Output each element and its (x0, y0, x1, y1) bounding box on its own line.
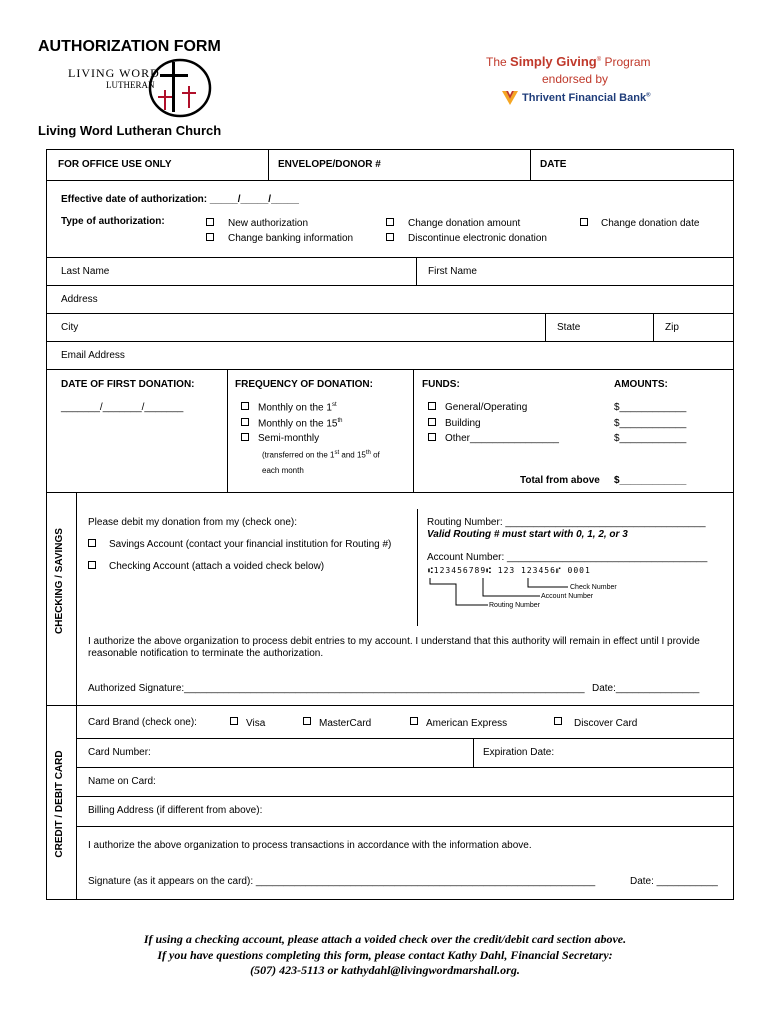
amex-checkbox[interactable] (410, 717, 418, 725)
church-logo (62, 58, 212, 118)
savings-label: Savings Account (contact your financial institution for Routing #) (109, 539, 392, 550)
state-field[interactable]: State (557, 322, 581, 333)
each-month-note: each month (262, 466, 304, 475)
logo-line-2: LUTHERAN (106, 80, 155, 90)
program-word: Program (604, 55, 651, 69)
authorized-signature-date-field[interactable]: Date:_______________ (592, 683, 700, 694)
funds-label: FUNDS: (422, 379, 460, 390)
checking-savings-side-label: CHECKING / SAVINGS (54, 528, 65, 634)
frequency-label: FREQUENCY OF DONATION: (235, 379, 373, 390)
checking-label: Checking Account (attach a voided check below) (109, 561, 325, 572)
last-name-field[interactable]: Last Name (61, 266, 110, 277)
change-amount-label: Change donation amount (408, 218, 521, 229)
total-amount-field[interactable]: $____________ (614, 475, 687, 486)
discontinue-label: Discontinue electronic donation (408, 233, 547, 244)
church-name: Living Word Lutheran Church (38, 123, 222, 138)
routing-number-caption: Routing Number (489, 602, 540, 609)
card-signature-field[interactable]: Signature (as it appears on the card): _____________________________________________________________ (88, 876, 596, 887)
amounts-label: AMOUNTS: (614, 379, 668, 390)
footer-line-3: (507) 423-5113 or kathydahl@livingwordmarshall.org. (250, 963, 520, 977)
thrivent-logo-icon (500, 88, 520, 108)
logo-line-1: LIVING WORD (68, 66, 160, 80)
new-authorization-label: New authorization (228, 218, 309, 229)
discontinue-checkbox[interactable] (386, 233, 394, 241)
debit-authorization-text-2: reasonable notification to terminate the authorization. (88, 648, 324, 659)
authorized-signature-field[interactable]: Authorized Signature:________________________________________________________________________ (88, 683, 585, 694)
amount-general-field[interactable]: $____________ (614, 402, 687, 413)
office-use-label: FOR OFFICE USE ONLY (58, 159, 172, 170)
first-name-field[interactable]: First Name (428, 266, 477, 277)
office-date-label: DATE (540, 159, 567, 170)
fund-other-field[interactable]: Other________________ (445, 433, 559, 444)
program-the: The (486, 55, 507, 69)
debit-prompt: Please debit my donation from my (check one): (88, 517, 297, 528)
check-micr-line: ⑆123456789⑆ 123 123456⑈ 0001 (428, 566, 591, 575)
fund-building-checkbox[interactable] (428, 418, 436, 426)
amount-other-field[interactable]: $____________ (614, 433, 687, 444)
monthly-15th-label: Monthly on the 15th (258, 418, 343, 430)
effective-date-field[interactable]: Effective date of authorization: _____/_____/_____ (61, 194, 299, 205)
monthly-1st-checkbox[interactable] (241, 402, 249, 410)
visa-checkbox[interactable] (230, 717, 238, 725)
first-donation-label: DATE OF FIRST DONATION: (61, 379, 195, 390)
name-on-card-field[interactable]: Name on Card: (88, 776, 156, 787)
fund-general-checkbox[interactable] (428, 402, 436, 410)
amount-building-field[interactable]: $____________ (614, 418, 687, 429)
card-brand-label: Card Brand (check one): (88, 717, 197, 728)
change-banking-label: Change banking information (228, 233, 354, 244)
change-amount-checkbox[interactable] (386, 218, 394, 226)
card-signature-date-field[interactable]: Date: ___________ (630, 876, 718, 887)
change-date-checkbox[interactable] (580, 218, 588, 226)
fund-building-label: Building (445, 418, 481, 429)
routing-number-field[interactable]: Routing Number: ____________________________________ (427, 517, 706, 528)
amex-label: American Express (426, 718, 508, 729)
first-donation-date-field[interactable]: _______/_______/_______ (61, 402, 184, 413)
fund-general-label: General/Operating (445, 402, 528, 413)
visa-label: Visa (246, 718, 266, 729)
check-diagram-lines (428, 574, 628, 624)
discover-checkbox[interactable] (554, 717, 562, 725)
change-banking-checkbox[interactable] (206, 233, 214, 241)
billing-address-field[interactable]: Billing Address (if different from above): (88, 805, 263, 816)
semi-monthly-label: Semi-monthly (258, 433, 320, 444)
monthly-15th-checkbox[interactable] (241, 418, 249, 426)
change-date-label: Change donation date (601, 218, 700, 229)
endorsed-by: endorsed by (542, 72, 609, 86)
program-reg: ® (596, 57, 602, 63)
fund-other-checkbox[interactable] (428, 433, 436, 441)
monthly-1st-label: Monthly on the 1st (258, 402, 337, 414)
program-simply-giving: Simply Giving (510, 54, 597, 69)
discover-label: Discover Card (574, 718, 638, 729)
form-title: AUTHORIZATION FORM (38, 38, 221, 55)
savings-checkbox[interactable] (88, 539, 96, 547)
email-field[interactable]: Email Address (61, 350, 125, 361)
check-number-caption: Check Number (570, 584, 617, 591)
total-label: Total from above (520, 475, 600, 486)
semi-monthly-checkbox[interactable] (241, 433, 249, 441)
card-authorization-text: I authorize the above organization to process transactions in accordance with the information above. (88, 840, 532, 851)
envelope-donor-label: ENVELOPE/DONOR # (278, 159, 381, 170)
routing-note: Valid Routing # must start with 0, 1, 2, or 3 (427, 529, 628, 540)
zip-field[interactable]: Zip (665, 322, 679, 333)
card-number-field[interactable]: Card Number: (88, 747, 151, 758)
account-number-caption: Account Number (541, 593, 594, 600)
credit-debit-side-label: CREDIT / DEBIT CARD (54, 750, 65, 858)
program-branding (482, 52, 682, 122)
expiration-date-field[interactable]: Expiration Date: (483, 747, 555, 758)
bank-name: Thrivent Financial Bank® (522, 92, 651, 104)
address-field[interactable]: Address (61, 294, 98, 305)
new-authorization-checkbox[interactable] (206, 218, 214, 226)
mastercard-checkbox[interactable] (303, 717, 311, 725)
debit-authorization-text-1: I authorize the above organization to process debit entries to my account. I understand that this authority will remain in effect until I provide (88, 636, 700, 647)
transferred-note: (transferred on the 1st and 15th of (262, 450, 380, 460)
account-number-field[interactable]: Account Number: ____________________________________ (427, 552, 708, 563)
type-of-authorization-label: Type of authorization: (61, 216, 165, 227)
checking-checkbox[interactable] (88, 561, 96, 569)
city-field[interactable]: City (61, 322, 79, 333)
footer-line-2: If you have questions completing this form, please contact Kathy Dahl, Financial Secretary: (157, 948, 613, 962)
footer-line-1: If using a checking account, please attach a voided check over the credit/debit card section above. (143, 932, 627, 946)
mastercard-label: MasterCard (319, 718, 372, 729)
